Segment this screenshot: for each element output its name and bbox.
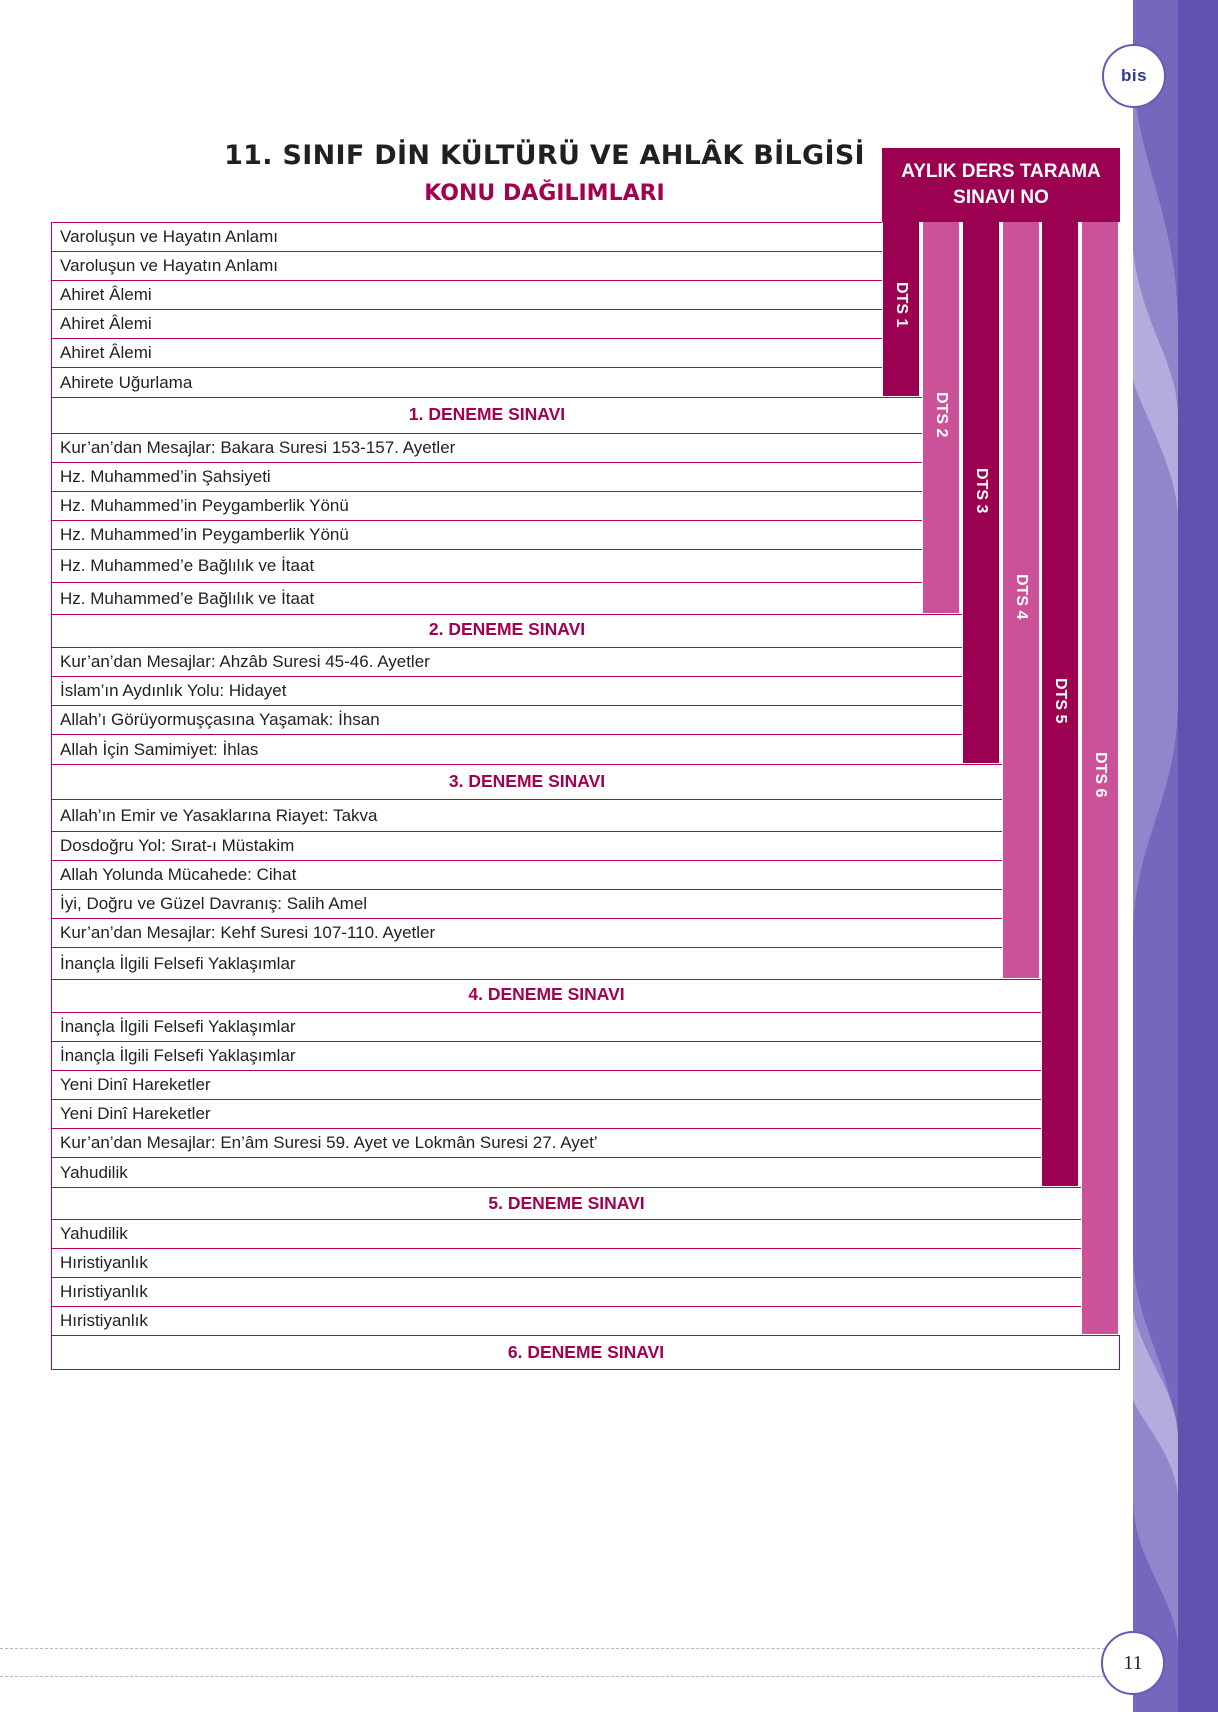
topic-row: Yeni Dinî Hareketler xyxy=(52,1070,1041,1099)
publisher-logo xyxy=(1102,44,1166,108)
dts-bar-label: DTS 6 xyxy=(1092,752,1109,798)
topic-row: Hz. Muhammed’e Bağlılık ve İtaat xyxy=(52,582,922,614)
exam-number-header-line1: AYLIK DERS TARAMA xyxy=(901,161,1101,182)
topic-row: Kur’an’dan Mesajlar: Bakara Suresi 153-157. Ayetler xyxy=(52,433,922,462)
exam-row: 2. DENEME SINAVI xyxy=(52,614,962,644)
table-bottom-border xyxy=(51,1369,1120,1370)
page-number: 11 xyxy=(1101,1631,1165,1695)
table-left-border xyxy=(51,222,53,1369)
topic-row: Dosdoğru Yol: Sırat-ı Müstakim xyxy=(52,831,1002,860)
exam-number-header xyxy=(882,148,1120,222)
exam-row: 4. DENEME SINAVI xyxy=(52,979,1041,1009)
topic-row: Allah İçin Samimiyet: İhlas xyxy=(52,734,962,764)
topic-row: Allah’ın Emir ve Yasaklarına Riayet: Takva xyxy=(52,799,1002,831)
page-subtitle: KONU DAĞILIMLARI xyxy=(424,181,665,206)
page-title: 11. SINIF DİN KÜLTÜRÜ VE AHLÂK BİLGİSİ xyxy=(224,140,865,171)
topic-row: Ahirete Uğurlama xyxy=(52,367,882,397)
logo-text: bis xyxy=(1120,66,1148,85)
topic-row: Hıristiyanlık xyxy=(52,1306,1081,1335)
topic-row: Kur’an’dan Mesajlar: Kehf Suresi 107-110. Ayetler xyxy=(52,918,1002,947)
topic-row: İnançla İlgili Felsefi Yaklaşımlar xyxy=(52,947,1002,979)
dts-bar-label: DTS 2 xyxy=(933,392,950,438)
table-right-border xyxy=(1119,1335,1120,1369)
dts-bar xyxy=(1081,222,1119,1334)
dashed-divider xyxy=(0,1676,1110,1677)
topic-row: İnançla İlgili Felsefi Yaklaşımlar xyxy=(52,1012,1041,1041)
dts-bar-label: DTS 1 xyxy=(893,282,910,328)
exam-number-header-line2: SINAVI NO xyxy=(953,187,1049,208)
dts-bar xyxy=(1041,222,1079,1186)
dts-bar xyxy=(882,222,920,396)
exam-row: 5. DENEME SINAVI xyxy=(52,1187,1081,1219)
topic-row: İslam’ın Aydınlık Yolu: Hidayet xyxy=(52,676,962,705)
topic-row: Hıristiyanlık xyxy=(52,1248,1081,1277)
dts-bar xyxy=(922,222,960,613)
topic-row: Hıristiyanlık xyxy=(52,1277,1081,1306)
topic-row: Ahiret Âlemi xyxy=(52,309,882,338)
exam-row: 1. DENEME SINAVI xyxy=(52,397,922,430)
topic-row: İyi, Doğru ve Güzel Davranış: Salih Amel xyxy=(52,889,1002,918)
topic-row: Kur’an’dan Mesajlar: En’âm Suresi 59. Ayet ve Lokmân Suresi 27. Ayet’ xyxy=(52,1128,1041,1157)
dts-bar-label: DTS 5 xyxy=(1052,678,1069,724)
topic-row: Allah’ı Görüyormuşçasına Yaşamak: İhsan xyxy=(52,705,962,734)
dashed-divider xyxy=(0,1648,1110,1649)
topic-row: İnançla İlgili Felsefi Yaklaşımlar xyxy=(52,1041,1041,1070)
topic-row: Ahiret Âlemi xyxy=(52,280,882,309)
exam-row: 6. DENEME SINAVI xyxy=(52,1335,1120,1369)
topic-row: Ahiret Âlemi xyxy=(52,338,882,367)
topic-row: Kur’an’dan Mesajlar: Ahzâb Suresi 45-46. Ayetler xyxy=(52,647,962,676)
decorative-side-band xyxy=(1133,0,1218,1712)
dts-bar xyxy=(962,222,1000,763)
topic-row: Hz. Muhammed’in Şahsiyeti xyxy=(52,462,922,491)
dts-bar-label: DTS 4 xyxy=(1013,574,1030,620)
topic-row: Hz. Muhammed’in Peygamberlik Yönü xyxy=(52,491,922,520)
topic-row: Varoluşun ve Hayatın Anlamı xyxy=(52,251,882,280)
dts-bar xyxy=(1002,222,1040,978)
topic-row: Hz. Muhammed’in Peygamberlik Yönü xyxy=(52,520,922,549)
topic-row: Yahudilik xyxy=(52,1219,1081,1248)
topic-row: Yahudilik xyxy=(52,1157,1041,1187)
topic-row: Allah Yolunda Mücahede: Cihat xyxy=(52,860,1002,889)
topic-row: Varoluşun ve Hayatın Anlamı xyxy=(52,222,882,251)
exam-row: 3. DENEME SINAVI xyxy=(52,764,1002,798)
topic-row: Yeni Dinî Hareketler xyxy=(52,1099,1041,1128)
dts-bar-label: DTS 3 xyxy=(973,468,990,514)
topic-row: Hz. Muhammed’e Bağlılık ve İtaat xyxy=(52,549,922,582)
